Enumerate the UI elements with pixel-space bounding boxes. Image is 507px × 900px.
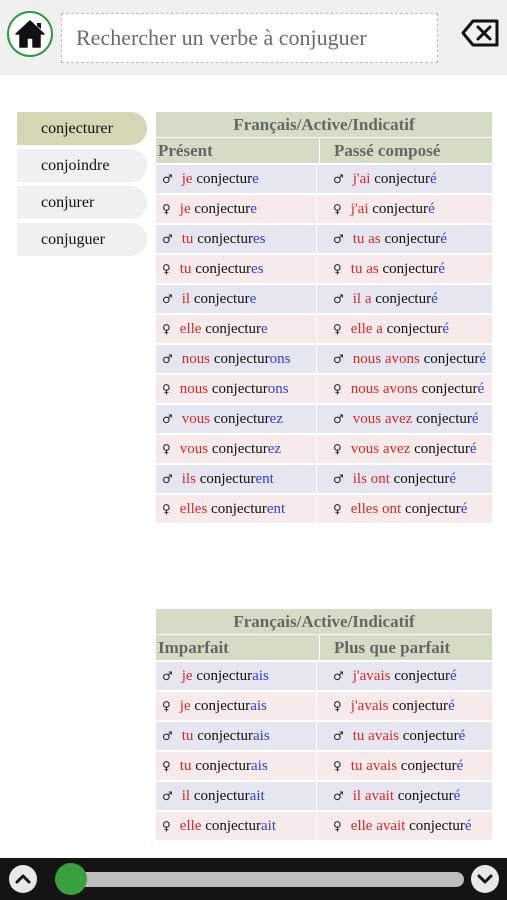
tense-header: Imparfait: [156, 635, 320, 660]
conjugated-form: [180, 378, 289, 400]
conjugation-cell[interactable]: [156, 165, 317, 193]
conjugation-cell[interactable]: [317, 375, 492, 403]
conjugation-cell[interactable]: [156, 752, 317, 780]
verb-stem: conjectur: [201, 321, 262, 337]
verb-ending: ait: [261, 818, 277, 834]
conjugation-cell[interactable]: [156, 375, 317, 403]
pronoun: elle: [179, 818, 202, 834]
clear-search-button[interactable]: [461, 18, 501, 48]
verb-stem: conjectur: [190, 788, 250, 804]
conjugated-form: [351, 198, 435, 220]
conjugation-cell[interactable]: [156, 782, 317, 810]
verb-ending: ons: [267, 381, 289, 397]
female-symbol-icon: ♀: [333, 382, 342, 396]
male-symbol-icon: ♂: [162, 352, 173, 366]
pronoun: elles: [179, 501, 208, 517]
pronoun: ils ont: [352, 471, 390, 487]
conjugated-form: [351, 378, 484, 400]
table-row: [156, 752, 492, 780]
pronoun: ils: [181, 471, 196, 487]
verb-ending: e: [252, 171, 259, 187]
conjugation-cell[interactable]: [317, 435, 492, 463]
conjugation-cell[interactable]: [317, 255, 492, 283]
backspace-icon: [461, 18, 501, 48]
verb-ending: é: [428, 201, 435, 217]
verb-stem: conjectur: [378, 261, 439, 277]
verb-stem: conjectur: [410, 441, 470, 457]
verb-ending: e: [261, 321, 268, 337]
verb-stem: conjectur: [210, 411, 270, 427]
verb-stem: conjectur: [195, 471, 256, 487]
verb-ending: ais: [253, 728, 270, 744]
female-symbol-icon: ♀: [162, 202, 171, 216]
male-symbol-icon: ♂: [333, 472, 344, 486]
conjugation-cell[interactable]: [317, 692, 492, 720]
verb-ending: é: [469, 441, 477, 457]
table-header-row: [156, 635, 492, 660]
pronoun: j'ai: [350, 201, 369, 217]
table-row: [156, 782, 492, 810]
male-symbol-icon: ♂: [162, 412, 173, 426]
verb-ending: ez: [267, 441, 282, 457]
female-symbol-icon: ♀: [162, 502, 171, 516]
conjugation-cell[interactable]: [156, 195, 317, 223]
verb-stem: conjectur: [190, 201, 251, 217]
conjugated-form: [182, 288, 257, 310]
verb-ending: ez: [269, 411, 283, 427]
conjugated-form: [182, 785, 265, 807]
table-row: [156, 315, 492, 343]
verb-ending: é: [458, 728, 466, 744]
conjugation-cell[interactable]: [156, 435, 317, 463]
pronoun: tu: [181, 231, 194, 247]
conjugated-form: [180, 498, 285, 520]
pronoun: tu as: [350, 261, 379, 277]
table-row: [156, 255, 492, 283]
verb-item-conjoindre[interactable]: conjoindre: [17, 149, 147, 182]
conjugated-form: [351, 498, 468, 520]
male-symbol-icon: ♂: [162, 172, 173, 186]
female-symbol-icon: ♀: [333, 819, 342, 833]
pronoun: tu: [181, 728, 194, 744]
pronoun: vous: [181, 411, 211, 427]
table-row: [156, 662, 492, 690]
verb-ending: é: [442, 321, 450, 337]
conjugation-cell[interactable]: [317, 405, 492, 433]
conjugation-cell[interactable]: [317, 225, 492, 253]
conjugation-cell[interactable]: [156, 405, 317, 433]
conjugated-form: [351, 438, 477, 460]
conjugation-cell[interactable]: [156, 285, 317, 313]
verb-stem: conjectur: [191, 758, 252, 774]
verb-ending: ais: [251, 758, 268, 774]
table-row: [156, 405, 492, 433]
conjugated-form: [180, 438, 281, 460]
conjugated-form: [353, 168, 437, 190]
pronoun: vous: [179, 441, 209, 457]
table-title: Français/Active/Indicatif: [156, 112, 492, 137]
conjugation-cell[interactable]: [156, 722, 317, 750]
female-symbol-icon: ♀: [333, 699, 342, 713]
pronoun: nous avons: [350, 381, 418, 397]
female-symbol-icon: ♀: [333, 322, 342, 336]
table-row: [156, 165, 492, 193]
conjugated-form: [351, 318, 449, 340]
verb-ending: ait: [249, 788, 265, 804]
female-symbol-icon: ♀: [162, 262, 171, 276]
conjugated-form: [351, 815, 472, 837]
conjugated-form: [353, 665, 457, 687]
conjugated-form: [351, 695, 455, 717]
table-row: [156, 435, 492, 463]
male-symbol-icon: ♂: [162, 789, 173, 803]
verb-stem: conjectur: [412, 411, 472, 427]
conjugated-form: [353, 408, 479, 430]
verb-ending: ais: [252, 668, 269, 684]
pronoun: nous: [179, 381, 209, 397]
pronoun: elle a: [350, 321, 383, 337]
verb-ending: ent: [266, 501, 286, 517]
male-symbol-icon: ♂: [333, 729, 344, 743]
conjugated-form: [180, 258, 264, 280]
scroll-track[interactable]: [55, 872, 464, 887]
verb-stem: conjectur: [399, 728, 459, 744]
verb-ending: ons: [269, 351, 291, 367]
chevron-up-icon: [13, 869, 33, 889]
conjugated-form: [353, 725, 465, 747]
verb-stem: conjectur: [380, 231, 441, 247]
conjugated-form: [182, 665, 269, 687]
verb-ending: ais: [250, 698, 267, 714]
table-row: [156, 345, 492, 373]
female-symbol-icon: ♀: [162, 322, 171, 336]
male-symbol-icon: ♂: [162, 292, 173, 306]
conjugated-form: [351, 755, 463, 777]
pronoun: elle avait: [350, 818, 406, 834]
table-title: Français/Active/Indicatif: [156, 609, 492, 634]
verb-stem: conjectur: [210, 351, 270, 367]
table-row: [156, 375, 492, 403]
scroll-up-button[interactable]: [9, 865, 37, 893]
conjugation-cell[interactable]: [317, 285, 492, 313]
conjugated-form: [182, 168, 259, 190]
conjugation-cell[interactable]: [156, 812, 317, 840]
female-symbol-icon: ♀: [333, 202, 342, 216]
male-symbol-icon: ♂: [162, 729, 173, 743]
conjugation-cell[interactable]: [317, 812, 492, 840]
verb-stem: conjectur: [371, 291, 432, 307]
conjugation-cell[interactable]: [317, 465, 492, 493]
conjugated-form: [182, 228, 266, 250]
conjugated-form: [180, 198, 257, 220]
verb-stem: conjectur: [389, 471, 450, 487]
verb-item-conjurer[interactable]: conjurer: [17, 186, 147, 219]
conjugation-cell[interactable]: [317, 165, 492, 193]
verb-stem: conjectur: [190, 291, 250, 307]
verb-ending: é: [431, 291, 438, 307]
verb-ending: é: [449, 471, 457, 487]
female-symbol-icon: ♀: [162, 382, 171, 396]
verb-stem: conjectur: [397, 758, 457, 774]
female-symbol-icon: ♀: [333, 759, 342, 773]
conjugation-cell[interactable]: [317, 195, 492, 223]
pronoun: nous avons: [352, 351, 420, 367]
home-button[interactable]: [7, 11, 53, 57]
female-symbol-icon: ♀: [162, 819, 171, 833]
pronoun: nous: [181, 351, 211, 367]
conjugation-cell[interactable]: [156, 662, 317, 690]
male-symbol-icon: ♂: [333, 292, 344, 306]
verb-ending: é: [448, 698, 455, 714]
female-symbol-icon: ♀: [162, 759, 171, 773]
verb-ending: é: [479, 351, 487, 367]
conjugation-cell[interactable]: [317, 752, 492, 780]
bottom-bar: [0, 858, 507, 900]
pronoun: tu: [179, 758, 192, 774]
table-row: [156, 692, 492, 720]
table-row: [156, 285, 492, 313]
pronoun: elles ont: [350, 501, 402, 517]
pronoun: je: [179, 201, 191, 217]
female-symbol-icon: ♀: [162, 699, 171, 713]
verb-stem: conjectur: [190, 698, 251, 714]
scroll-down-button[interactable]: [471, 865, 499, 893]
pronoun: j'avais: [350, 698, 389, 714]
conjugation-table: [156, 609, 492, 840]
verb-stem: conjectur: [368, 201, 429, 217]
verb-stem: conjectur: [390, 668, 451, 684]
pronoun: je: [179, 698, 191, 714]
male-symbol-icon: ♂: [162, 232, 173, 246]
conjugated-form: [182, 408, 283, 430]
conjugation-cell[interactable]: [317, 782, 492, 810]
conjugated-form: [353, 785, 460, 807]
pronoun: je: [181, 668, 193, 684]
verb-stem: conjectur: [401, 501, 461, 517]
verb-stem: conjectur: [192, 171, 253, 187]
verb-item-conjecturer[interactable]: conjecturer: [17, 112, 147, 145]
verb-stem: conjectur: [417, 381, 478, 397]
conjugation-cell[interactable]: [156, 345, 317, 373]
conjugated-form: [353, 348, 486, 370]
conjugation-cell[interactable]: [156, 692, 317, 720]
verb-item-conjuguer[interactable]: conjuguer: [17, 223, 147, 256]
conjugated-form: [353, 228, 447, 250]
verb-ending: é: [450, 668, 457, 684]
pronoun: il a: [352, 291, 372, 307]
conjugated-form: [182, 468, 274, 490]
tense-header: Passé composé: [334, 141, 441, 160]
home-icon: [13, 17, 47, 51]
tense-header: Présent: [156, 138, 320, 163]
verb-stem: conjectur: [370, 171, 431, 187]
male-symbol-icon: ♂: [333, 232, 344, 246]
conjugation-cell[interactable]: [156, 465, 317, 493]
verb-stem: conjectur: [208, 381, 268, 397]
male-symbol-icon: ♂: [162, 472, 173, 486]
tense-header: Plus que parfait: [334, 638, 451, 657]
pronoun: vous avez: [350, 441, 411, 457]
conjugation-cell[interactable]: [156, 495, 317, 523]
verb-suggestion-list: [17, 112, 147, 260]
top-bar: [0, 0, 507, 75]
male-symbol-icon: ♂: [162, 669, 173, 683]
male-symbol-icon: ♂: [333, 669, 344, 683]
pronoun: tu avais: [350, 758, 398, 774]
pronoun: tu: [179, 261, 192, 277]
male-symbol-icon: ♂: [333, 352, 344, 366]
search-input[interactable]: [61, 13, 438, 63]
conjugation-cell[interactable]: [317, 315, 492, 343]
pronoun: vous avez: [352, 411, 413, 427]
verb-ending: é: [460, 501, 468, 517]
table-row: [156, 495, 492, 523]
conjugation-cell[interactable]: [156, 255, 317, 283]
table-header-row: [156, 138, 492, 163]
conjugated-form: [353, 288, 438, 310]
verb-ending: es: [253, 231, 266, 247]
verb-ending: é: [440, 231, 447, 247]
pronoun: il avait: [352, 788, 395, 804]
verb-stem: conjectur: [382, 321, 443, 337]
conjugation-cell[interactable]: [317, 495, 492, 523]
pronoun: il: [181, 291, 191, 307]
verb-stem: conjectur: [193, 231, 253, 247]
verb-stem: conjectur: [191, 261, 252, 277]
verb-stem: conjectur: [419, 351, 480, 367]
verb-ending: ent: [255, 471, 274, 487]
verb-stem: conjectur: [201, 818, 262, 834]
conjugation-cell[interactable]: [317, 722, 492, 750]
verb-ending: é: [477, 381, 485, 397]
verb-stem: conjectur: [405, 818, 465, 834]
pronoun: tu as: [352, 231, 381, 247]
verb-ending: é: [464, 818, 472, 834]
verb-ending: é: [456, 758, 464, 774]
verb-ending: é: [471, 411, 479, 427]
table-row: [156, 812, 492, 840]
verb-ending: e: [250, 201, 257, 217]
scroll-thumb[interactable]: [55, 863, 87, 895]
female-symbol-icon: ♀: [162, 442, 171, 456]
male-symbol-icon: ♂: [333, 789, 344, 803]
verb-stem: conjectur: [388, 698, 449, 714]
pronoun: elle: [179, 321, 202, 337]
conjugated-form: [180, 815, 276, 837]
table-row: [156, 465, 492, 493]
verb-stem: conjectur: [207, 501, 267, 517]
conjugation-cell[interactable]: [317, 345, 492, 373]
conjugation-cell[interactable]: [317, 662, 492, 690]
verb-ending: é: [438, 261, 445, 277]
conjugated-form: [351, 258, 445, 280]
verb-stem: conjectur: [208, 441, 268, 457]
conjugation-cell[interactable]: [156, 315, 317, 343]
table-row: [156, 195, 492, 223]
female-symbol-icon: ♀: [333, 262, 342, 276]
female-symbol-icon: ♀: [333, 502, 342, 516]
pronoun: j'ai: [352, 171, 371, 187]
table-row: [156, 225, 492, 253]
verb-ending: é: [430, 171, 437, 187]
pronoun: je: [181, 171, 193, 187]
conjugation-table: [156, 112, 492, 523]
table-row: [156, 722, 492, 750]
chevron-down-icon: [475, 869, 495, 889]
conjugated-form: [353, 468, 456, 490]
verb-ending: é: [453, 788, 461, 804]
conjugation-cell[interactable]: [156, 225, 317, 253]
conjugated-form: [182, 348, 291, 370]
pronoun: il: [181, 788, 191, 804]
conjugated-form: [182, 725, 270, 747]
conjugated-form: [180, 695, 267, 717]
pronoun: tu avais: [352, 728, 400, 744]
male-symbol-icon: ♂: [333, 172, 344, 186]
conjugated-form: [180, 318, 268, 340]
verb-ending: e: [249, 291, 257, 307]
female-symbol-icon: ♀: [333, 442, 342, 456]
verb-stem: conjectur: [394, 788, 454, 804]
verb-stem: conjectur: [192, 668, 253, 684]
male-symbol-icon: ♂: [333, 412, 344, 426]
verb-stem: conjectur: [193, 728, 253, 744]
verb-ending: es: [251, 261, 264, 277]
pronoun: j'avais: [352, 668, 391, 684]
conjugated-form: [180, 755, 268, 777]
